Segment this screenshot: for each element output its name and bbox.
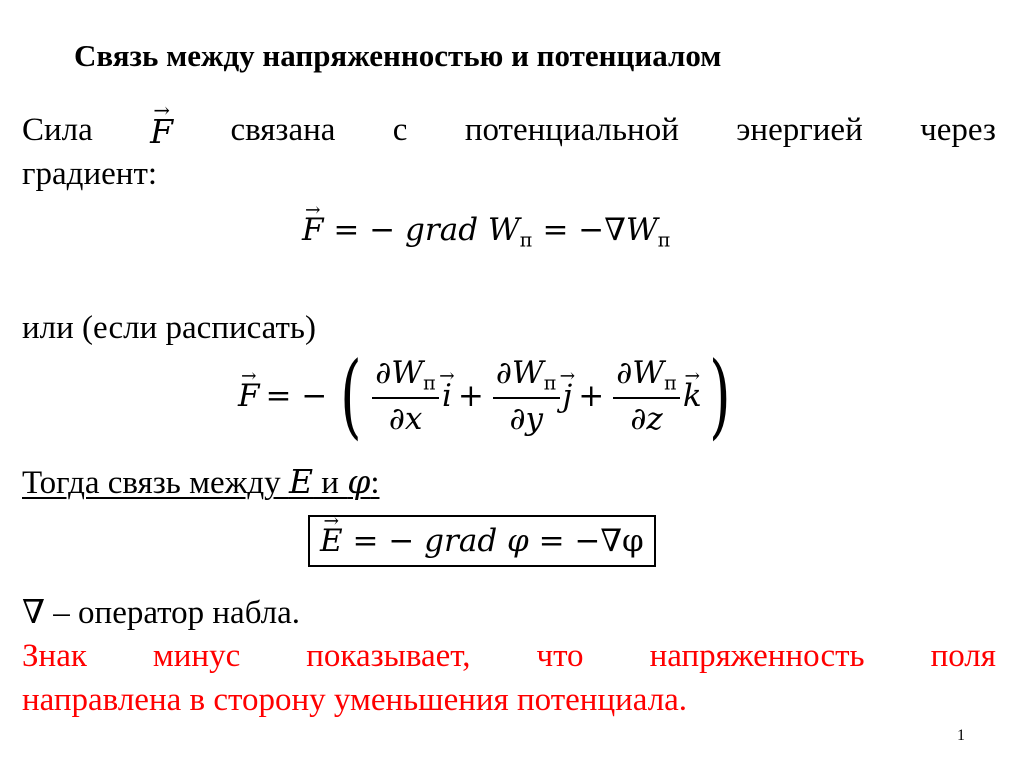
relation-heading: [22, 462, 379, 502]
intro-word: через: [920, 112, 996, 148]
equals-minus: = −: [352, 523, 415, 559]
right-paren: ): [708, 342, 731, 449]
denominator: ∂y: [509, 400, 543, 437]
vector-f: → F: [150, 112, 173, 151]
or-expand-text: или (если расписать): [22, 310, 316, 346]
symbol-phi: φ: [347, 462, 371, 501]
potential-energy: W: [625, 212, 658, 248]
denominator: ∂z: [630, 400, 663, 437]
plus-sign: +: [578, 378, 605, 414]
note-word: поля: [930, 638, 996, 674]
intro-word: энергией: [736, 112, 863, 148]
intro-word: связана: [230, 112, 336, 148]
partial-fraction-y: [493, 356, 560, 436]
note-word: минус: [152, 638, 241, 674]
intro-word: потенциальной: [464, 112, 679, 148]
numerator: ∂W: [616, 355, 665, 392]
formula-field-potential-boxed: [308, 515, 656, 567]
equals-minus: = −: [333, 212, 396, 248]
note-word: Знак: [22, 638, 87, 674]
nabla-symbol: ∇: [22, 592, 46, 631]
intro-word: Сила: [22, 112, 93, 148]
formula-gradient-force: [302, 212, 671, 252]
subscript-p: п: [543, 371, 557, 395]
left-paren: (: [340, 342, 363, 449]
denominator: ∂x: [388, 400, 423, 437]
plus-sign: +: [457, 378, 484, 414]
equals-minus-nabla: = −∇: [542, 212, 626, 248]
page-number: 1: [957, 727, 965, 744]
potential-energy: W: [487, 212, 520, 248]
nabla-text: – оператор набла.: [45, 595, 301, 631]
numerator: ∂W: [495, 355, 544, 392]
slide-title: Связь между напряженностью и потенциалом: [74, 38, 722, 73]
note-word: показывает,: [306, 638, 471, 674]
subscript-p: п: [519, 228, 533, 252]
symbol-e: E: [288, 462, 314, 501]
equals-minus-nabla-phi: = −∇φ: [538, 523, 644, 559]
formula-expanded-gradient: [238, 342, 738, 449]
relation-text: Тогда связь между: [22, 465, 289, 501]
note-word: напряженность: [649, 638, 865, 674]
subscript-p: п: [664, 371, 677, 395]
unit-vector-j: → j: [563, 378, 573, 414]
subscript-p: п: [423, 371, 436, 395]
vector-f: → F: [302, 212, 324, 248]
note-word: что: [536, 638, 584, 674]
equals-minus: = −: [265, 378, 328, 414]
grad-operator: grad: [424, 523, 498, 559]
partial-fraction-z: [613, 356, 680, 436]
subscript-p: п: [657, 228, 671, 252]
grad-operator: grad: [405, 212, 479, 248]
partial-fraction-x: [372, 356, 439, 436]
unit-vector-k: → k: [683, 378, 702, 414]
red-note-line-1: [22, 638, 996, 675]
colon: :: [370, 465, 380, 501]
symbol-phi: φ: [507, 523, 529, 559]
intro-line-2: градиент:: [22, 156, 158, 192]
intro-word: с: [392, 112, 408, 148]
vector-e: → E: [320, 523, 343, 559]
unit-vector-i: → i: [442, 378, 452, 414]
numerator: ∂W: [375, 355, 424, 392]
and-text: и: [313, 465, 348, 501]
intro-line-1: [22, 112, 996, 151]
vector-f: → F: [238, 378, 260, 414]
nabla-definition: [22, 592, 300, 632]
red-note-line-2: направлена в сторону уменьшения потенциала.: [22, 682, 688, 718]
